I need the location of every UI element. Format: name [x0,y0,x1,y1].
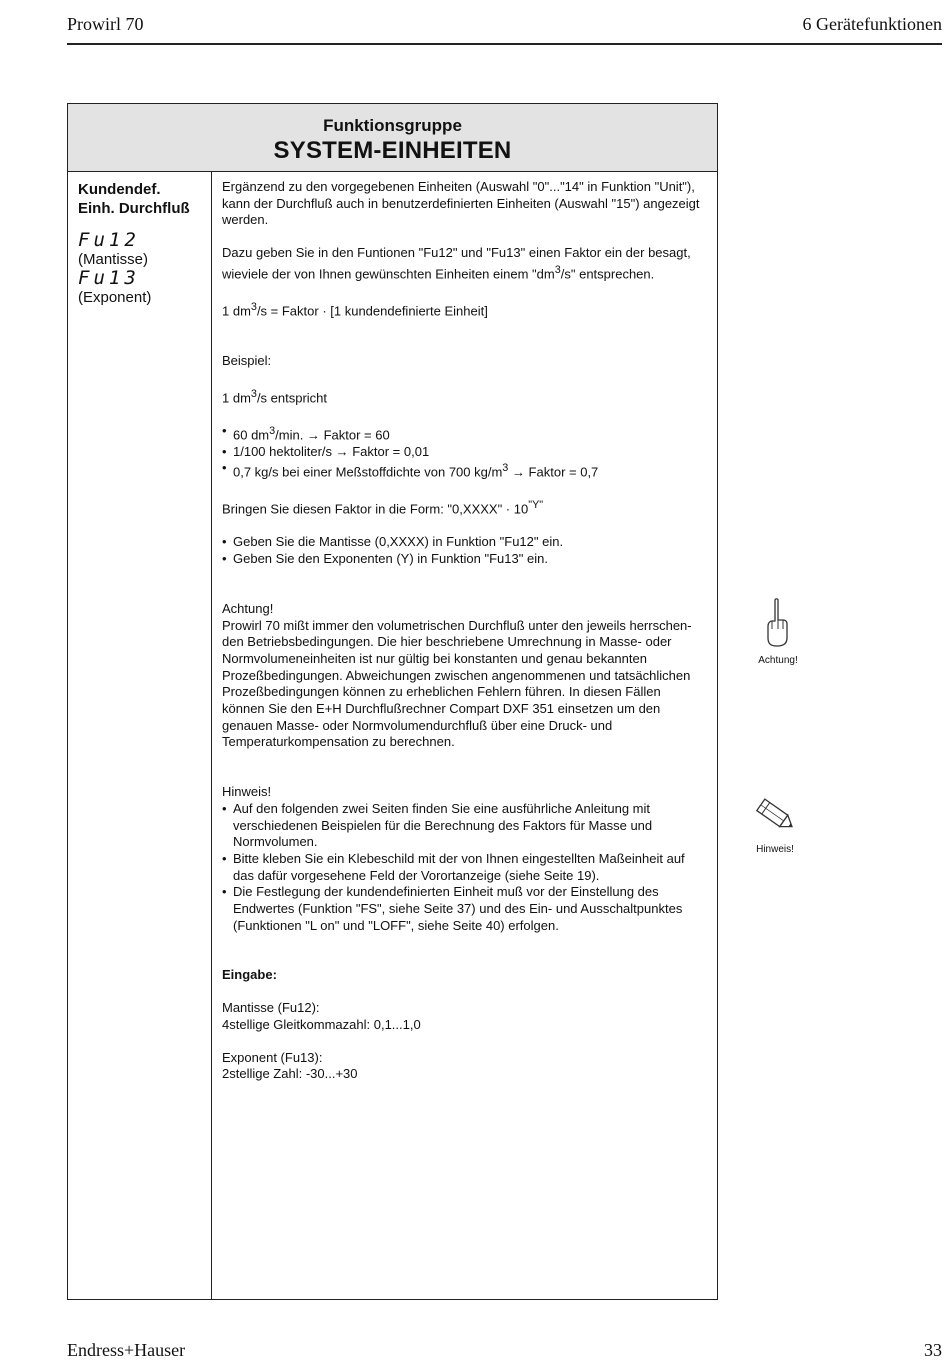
warning-marker [748,598,808,666]
note-item: • Bitte kleben Sie ein Klebeschild mit der von Ihnen eingestellten Maßeinheit auf das dafür vorgesehene Feld der Vorortanzeige (siehe Seite 19). [222,851,706,884]
example-item: • 1/100 hektoliter/s → Faktor = 0,01 [222,444,706,461]
function-group-title: SYSTEM-EINHEITEN [273,137,512,164]
input-title: Eingabe: [222,967,277,983]
note-marker-label: Hinweis! [756,844,794,855]
form-instruction: Bringen Sie diesen Faktor in die Form: "0,XXXX" · $10^{"Y"}$ [222,499,544,517]
input-exponent-value: 2stellige Zahl: -30...+30 [222,1066,358,1082]
footer-company: Endress+Hauser [67,1340,186,1360]
note-item: • Die Festlegung der kundendefinierten Einheit muß vor der Einstellung des Endwertes (Funktion "FS", siehe Seite 37) und des Ein- und Ausschaltpunktes (Funktionen "L on" und "LOFF", siehe Seite 40) erfolgen. [222,884,706,934]
function-table [67,103,718,1300]
function-description-column [222,179,706,1083]
header-rule [67,43,942,45]
note-title: Hinweis! [222,784,272,800]
example-line: 1 $dm^3/s$ entspricht [222,387,328,405]
factor-paragraph: Dazu geben Sie in den Funtionen "Fu12" und "Fu13" einen Faktor ein der besagt, wieviele der von Ihnen gewünschten Einheiten einem "$dm^3/s$" entsprechen. [222,245,691,282]
code-fu12-description: (Mantisse) [78,251,149,268]
example-list [222,423,706,482]
example-item: • 0,7 kg/s bei einer Meßstoffdichte von 700 $kg/m^3$ → Faktor = 0,7 [222,460,706,481]
function-group-header [68,104,717,172]
note-item: • Auf den folgenden zwei Seiten finden Sie eine ausführliche Anleitung mit verschiedenen Beispielen für die Berechnung des Faktors für Masse und Normvolumen. [222,801,706,851]
input-exponent-label: Exponent (Fu13): [222,1049,323,1065]
input-mantissa-label: Mantisse (Fu12): [222,1000,320,1016]
example-label: Beispiel: [222,352,272,368]
function-title-line2: Einh. Durchfluß [78,200,190,217]
note-marker [745,795,805,855]
function-title-line1: Kundendef. [78,181,161,198]
header-product-name: Prowirl 70 [67,14,144,34]
column-divider [211,171,212,1299]
step-item: • Geben Sie den Exponenten (Y) in Funktion "Fu13" ein. [222,551,706,568]
intro-paragraph: Ergänzend zu den vorgegebenen Einheiten (Auswahl "0"..."14" in Funktion "Unit"), kann der Durchfluß auch in benutzerdefinierten Einheiten (Auswahl "15") angezeigt werden. [222,179,700,228]
function-group-label: Funktionsgruppe [323,116,462,135]
formula-line: 1 $dm^3/s$ = Faktor · [1 kundendefinierte Einheit] [222,300,488,319]
page-number: 33 [924,1340,942,1360]
function-name-column [78,180,206,307]
hand-pointing-up-icon [763,598,793,648]
pencil-icon [751,795,799,837]
step-list [222,534,706,567]
code-fu13-description: (Exponent) [78,289,152,306]
input-mantissa-value: 4stellige Gleitkommazahl: 0,1...1,0 [222,1016,421,1032]
step-item: • Geben Sie die Mantisse (0,XXXX) in Funktion "Fu12" ein. [222,534,706,551]
warning-title: Achtung! [222,600,274,616]
note-list [222,801,706,935]
lcd-code-fu13: Fu13 [78,267,140,289]
warning-marker-label: Achtung! [758,655,798,666]
example-item: • 60 $dm^3/\min$. → Faktor = 60 [222,423,706,444]
header-chapter-title: 6 Gerätefunktionen [802,14,942,34]
lcd-code-fu12: Fu12 [78,229,140,251]
warning-text: Prowirl 70 mißt immer den volumetrischen Durchfluß unter den jeweils herrschen-den Betriebsbedingungen. Die hier beschriebene Umrechnung in Masse- oder Normvolumeneinheiten ist nur gültig bei konstanten und genau bekannten Prozeßbedingungen. Abweichungen zwischen angenommenen und tatsächlichen Prozeßbedingungen können zu erheblichen Fehlern führen. In diesen Fällen können Sie den E+H Durchflußrechner Compart DXF 351 einsetzen um den genauen Masse- oder Normvolumendurchfluß über eine Druck- und Temperaturkompensation zu berechnen. [222,617,692,750]
